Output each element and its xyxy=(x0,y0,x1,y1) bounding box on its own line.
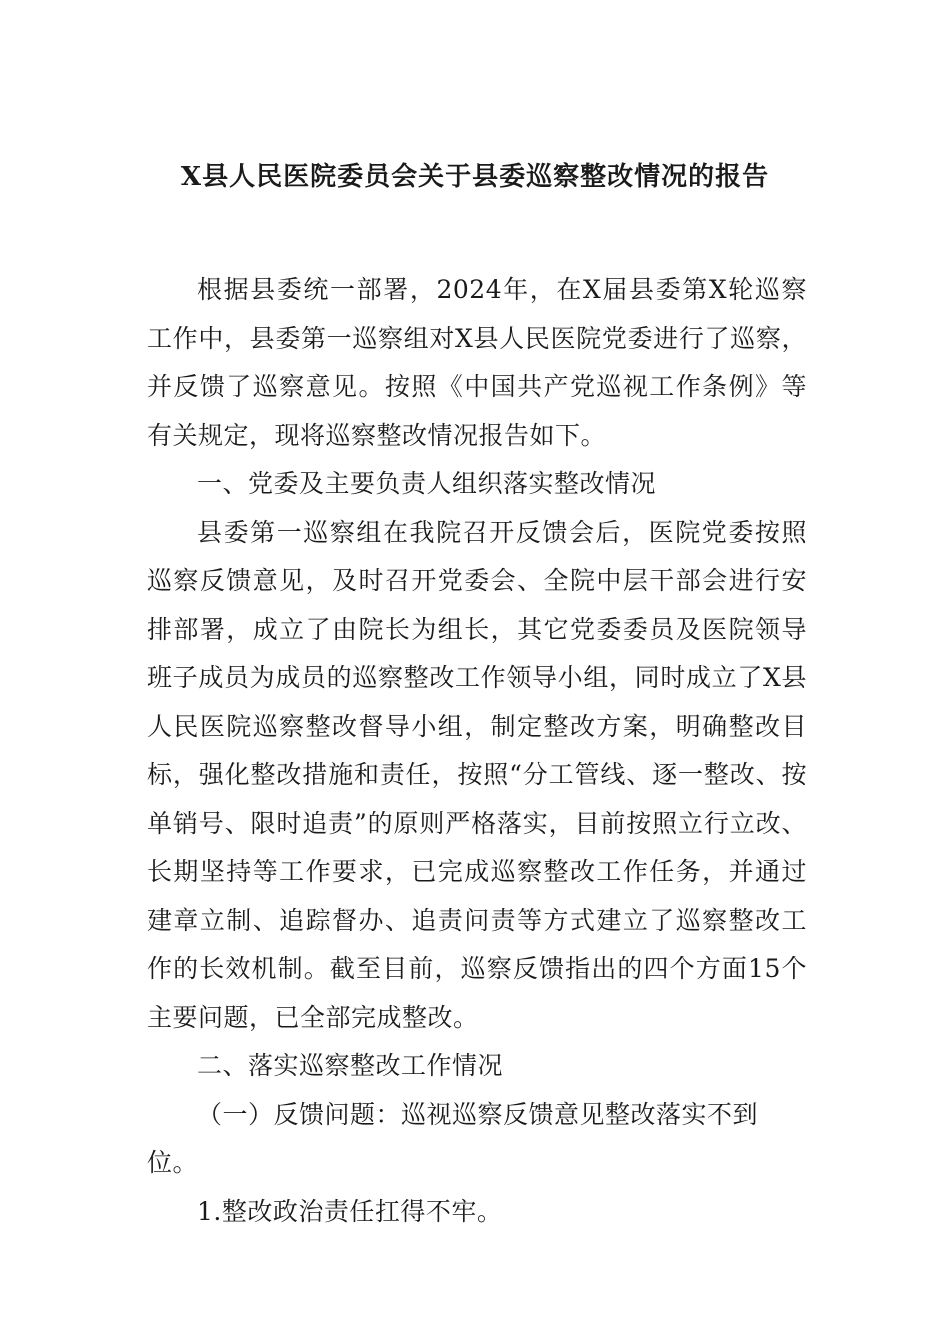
section-heading-2: 二、落实巡察整改工作情况 xyxy=(197,1051,504,1080)
subsection-heading-1: （一）反馈问题：巡视巡察反馈意见整改落实不到位。 xyxy=(147,1099,759,1177)
document-body xyxy=(147,266,807,1236)
section-heading-1: 一、党委及主要负责人组织落实整改情况 xyxy=(197,469,657,498)
document-title: X县人民医院委员会关于县委巡察整改情况的报告 xyxy=(180,162,770,192)
intro-paragraph: 根据县委统一部署，2024年，在X届县委第X轮巡察工作中，县委第一巡察组对X县人民医院党委进行了巡察，并反馈了巡察意见。按照《中国共产党巡视工作条例》等有关规定，现将巡察整改情况报告如下。 xyxy=(147,275,807,450)
section-1-paragraph: 县委第一巡察组在我院召开反馈会后，医院党委按照巡察反馈意见，及时召开党委会、全院中层干部会进行安排部署，成立了由院长为组长，其它党委委员及医院领导班子成员为成员的巡察整改工作领导小组，同时成立了X县人民医院巡察整改督导小组，制定整改方案，明确整改目标，强化整改措施和责任，按照“分工管线、逐一整改、按单销号、限时追责”的原则严格落实，目前按照立行立改、长期坚持等工作要求，已完成巡察整改工作任务，并通过建章立制、追踪督办、追责问责等方式建立了巡察整改工作的长效机制。截至目前，巡察反馈指出的四个方面15个主要问题，已全部完成整改。 xyxy=(147,517,807,1032)
item-heading-1: 1.整改政治责任扛得不牢。 xyxy=(197,1196,503,1226)
